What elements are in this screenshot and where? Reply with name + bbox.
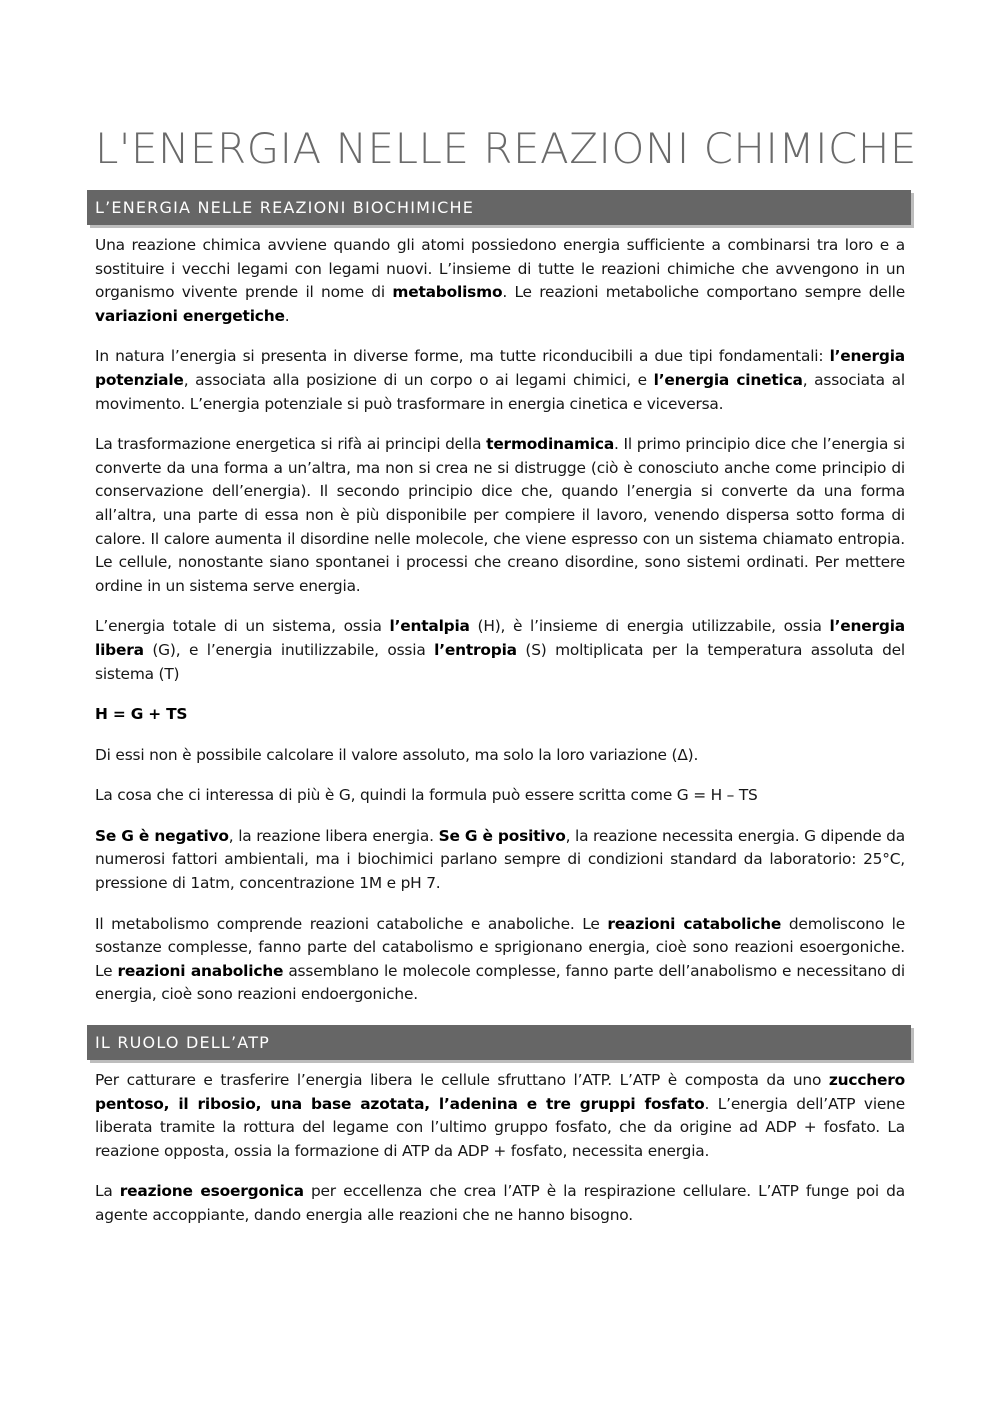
paragraph-catabolism-anabolism: Il metabolismo comprende reazioni cataboliche e anaboliche. Le reazioni cataboliche demoliscono le sostanze complesse, fanno parte del catabolismo e sprigionano energia, cioè sono reazioni esoergoniche. Le reazioni anaboliche assemblano le molecole complesse, fanno parte dell’anabolismo e necessitano di energia, cioè sono reazioni endoergoniche.	[95, 914, 905, 1004]
paragraph-g-sign: Se G è negativo, la reazione libera energia. Se G è positivo, la reazione necessita energia. G dipende da numerosi fattori ambientali, ma i biochimici parlano sempre di condizioni standard da laboratorio: 25°C, pressione di 1atm, concentrazione 1M e pH 7.	[95, 826, 905, 893]
bold-term: reazioni anaboliche	[117, 961, 284, 980]
bold-term: reazione esoergonica	[119, 1182, 304, 1201]
paragraph-atp-respiration: La reazione esoergonica per eccellenza che crea l’ATP è la respirazione cellulare. L’ATP funge poi da agente accoppiante, dando energia alle reazioni che ne hanno bisogno.	[95, 1182, 905, 1224]
paragraph-energy-forms: In natura l’energia si presenta in diverse forme, ma tutte riconducibili a due tipi fondamentali: l’energia potenziale, associata alla posizione di un corpo o ai legami chimici, e l’energia cinetica, associata al movimento. L’energia potenziale si può trasformare in energia cinetica e viceversa.	[95, 347, 905, 413]
bold-term: l’energia potenziale	[95, 347, 905, 389]
bold-term: l’energia libera	[95, 617, 905, 659]
document-title: L'ENERGIA NELLE REAZIONI CHIMICHE	[95, 124, 917, 173]
bold-term: l’entropia	[434, 640, 517, 659]
formula-enthalpy: H = G + TS	[95, 705, 188, 724]
bold-term: zucchero pentoso, il ribosio, una base azotata, l’adenina e tre gruppi fosfato	[95, 1071, 905, 1113]
bold-term: reazioni cataboliche	[607, 914, 782, 933]
section-heading-biochemical-energy: L’ENERGIA NELLE REAZIONI BIOCHIMICHE	[87, 190, 911, 225]
bold-term: Se G è positivo	[438, 826, 566, 845]
section-heading-atp: IL RUOLO DELL’ATP	[87, 1025, 911, 1060]
paragraph-metabolism: Una reazione chimica avviene quando gli atomi possiedono energia sufficiente a combinarsi tra loro e a sostituire i vecchi legami con legami nuovi. L’insieme di tutte le reazioni chimiche che avvengono in un organismo vivente prende il nome di metabolismo. Le reazioni metaboliche comportano sempre delle variazioni energetiche.	[95, 236, 905, 325]
paragraph-variation: Di essi non è possibile calcolare il valore assoluto, ma solo la loro variazione (Δ).	[95, 745, 699, 764]
paragraph-atp-structure: Per catturare e trasferire l’energia libera le cellule sfruttano l’ATP. L’ATP è composta da uno zucchero pentoso, il ribosio, una base azotata, l’adenina e tre gruppi fosfato. L’energia dell’ATP viene liberata tramite la rottura del legame con l’ultimo gruppo fosfato, che da origine ad ADP + fosfato. La reazione opposta, ossia la formazione di ATP da ADP + fosfato, necessita energia.	[95, 1071, 906, 1160]
paragraph-thermodynamics: La trasformazione energetica si rifà ai principi della termodinamica. Il primo principio dice che l’energia si converte da una forma a un’altra, ma non si crea ne si distrugge (ciò è conosciuto anche come principio di conservazione dell’energia). Il secondo principio dice che, quando l’energia si converte da una forma all’altra, una parte di essa non è più disponibile per compiere il lavoro, venendo dispersa sotto forma di calore. Il calore aumenta il disordine nelle molecole, che viene espresso con un sistema chiamato entropia. Le cellule, nonostante siano spontanei i processi che creano disordine, sono sistemi ordinati. Per mettere ordine in un sistema serve energia.	[95, 435, 905, 595]
bold-term: l’entalpia	[389, 617, 470, 636]
bold-term: Se G è negativo	[95, 826, 229, 845]
paragraph-enthalpy: L’energia totale di un sistema, ossia l’entalpia (H), è l’insieme di energia utilizzabile, ossia l’energia libera (G), e l’energia inutilizzabile, ossia l’entropia (S) moltiplicata per la temperatura assoluta del sistema (T)	[95, 617, 906, 683]
bold-term: termodinamica	[486, 435, 615, 454]
bold-term: l’energia cinetica	[653, 370, 803, 389]
bold-term: metabolismo	[392, 283, 503, 302]
bold-term: variazioni energetiche	[95, 306, 285, 325]
document-page	[95, 0, 917, 1228]
paragraph-free-energy-formula: La cosa che ci interessa di più è G, quindi la formula può essere scritta come G = H – TS	[95, 786, 758, 805]
